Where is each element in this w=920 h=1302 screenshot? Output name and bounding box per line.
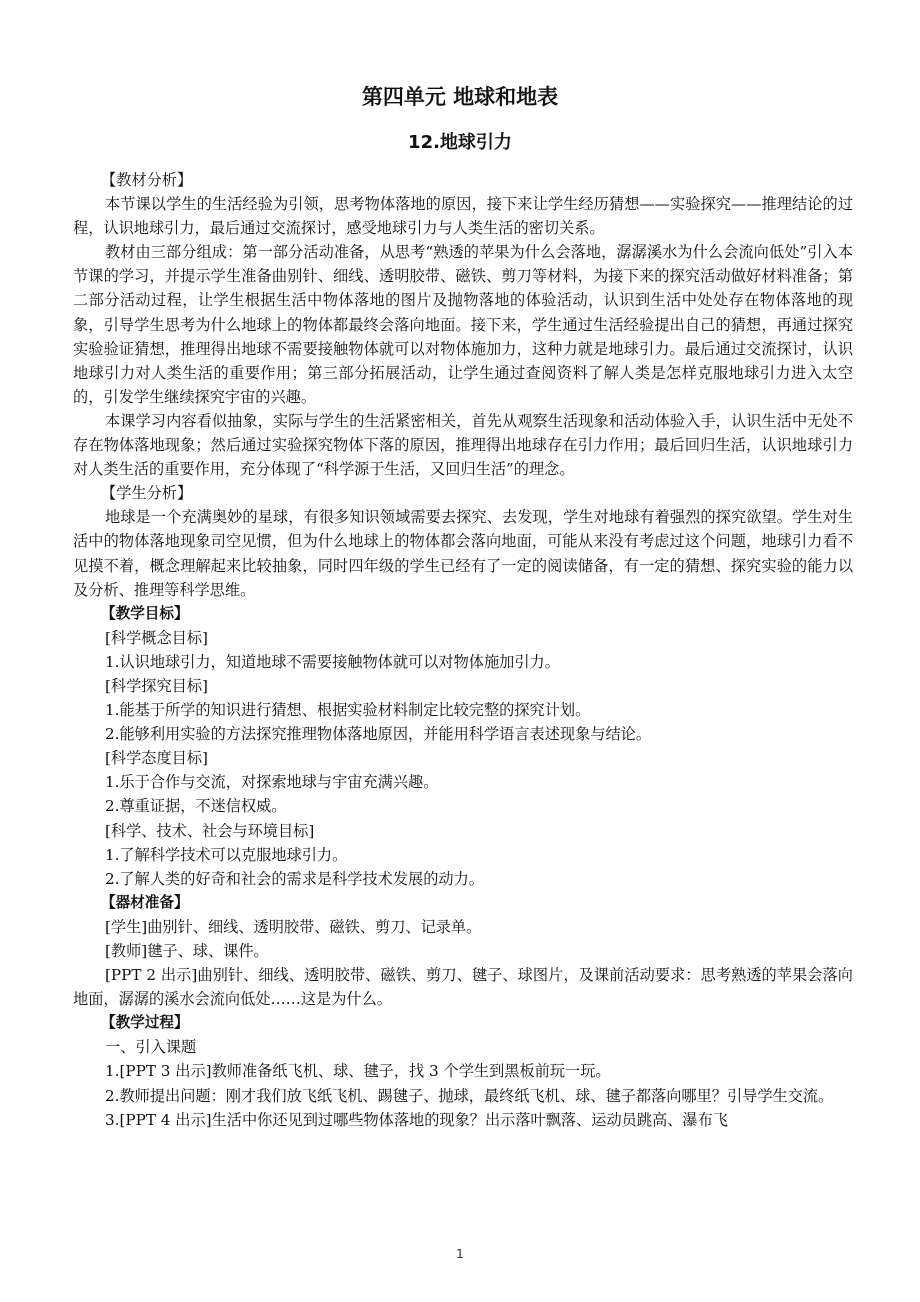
process-section-title: 一、引入课题	[105, 1038, 197, 1057]
goal-item: 1.能基于所学的知识进行猜想、根据实验材料制定比较完整的探究计划。	[105, 701, 591, 720]
goal-subheading: [科学概念目标]	[105, 628, 208, 647]
goal-item: 2.能够利用实验的方法探究推理物体落地原因，并能用科学语言表述现象与结论。	[105, 725, 652, 744]
textbook-analysis-paragraph: 本节课以学生的生活经验为引领，思考物体落地的原因，接下来让学生经历猜想——实验探究——推理结论的过程，认识地球引力，最后通过交流探讨，感受地球引力与人类生活的密切关系。	[73, 195, 853, 238]
goal-subheading: [科学探究目标]	[105, 676, 208, 695]
process-step: 2.教师提出问题：刚才我们放飞纸飞机、踢毽子、抛球，最终纸飞机、球、毽子都落向哪里？引导学生交流。	[105, 1086, 834, 1105]
goal-item: 1.认识地球引力，知道地球不需要接触物体就可以对物体施加引力。	[105, 652, 560, 671]
student-analysis-heading: 【学生分析】	[101, 484, 193, 503]
materials-ppt: [PPT 2 出示]曲别针、细线、透明胶带、磁铁、剪刀、毽子、球图片，及课前活动要求：思考熟透的苹果会落向地面，潺潺的溪水会流向低处……这是为什么。	[73, 966, 853, 1009]
goal-item: 2.了解人类的好奇和社会的需求是科学技术发展的动力。	[105, 869, 484, 888]
student-analysis-paragraph: 地球是一个充满奥妙的星球，有很多知识领域需要去探究、去发现，学生对地球有着强烈的探究欲望。学生对生活中的物体落地现象司空见惯，但为什么地球上的物体都会落向地面，可能从来没有考虑过这个问题，地球引力看不见摸不着，概念理解起来比较抽象，同时四年级的学生已经有了一定的阅读储备，有一定的猜想、探究实验的能力以及分析、推理等科学思维。	[73, 508, 853, 599]
lesson-title: 12.地球引力	[408, 132, 512, 153]
teaching-goals-heading: 【教学目标】	[101, 604, 189, 622]
goal-item: 2.尊重证据，不迷信权威。	[105, 797, 287, 816]
goal-item: 1.乐于合作与交流，对探索地球与宇宙充满兴趣。	[105, 773, 439, 792]
textbook-analysis-heading: 【教材分析】	[101, 171, 193, 189]
page-number: 1	[456, 1247, 464, 1261]
teaching-process-heading: 【教学过程】	[101, 1014, 189, 1032]
goal-subheading: [科学、技术、社会与环境目标]	[105, 821, 315, 840]
document-body	[73, 168, 853, 1132]
unit-title: 第四单元 地球和地表	[361, 85, 559, 109]
materials-heading: 【器材准备】	[101, 893, 189, 911]
goal-item: 1.了解科学技术可以克服地球引力。	[105, 845, 348, 864]
materials-students: [学生]曲别针、细线、透明胶带、磁铁、剪刀、记录单。	[105, 917, 482, 936]
process-step: 1.[PPT 3 出示]教师准备纸飞机、球、毽子，找 3 个学生到黑板前玩一玩。	[105, 1062, 611, 1081]
goal-subheading: [科学态度目标]	[105, 749, 208, 768]
textbook-analysis-paragraph: 教材由三部分组成：第一部分活动准备，从思考“熟透的苹果为什么会落地，潺潺溪水为什么会流向低处”引入本节课的学习，并提示学生准备曲别针、细线、透明胶带、磁铁、剪刀等材料，为接下来的探究活动做好材料准备；第二部分活动过程，让学生根据生活中物体落地的图片及抛物落地的体验活动，认识到生活中处处存在物体落地的现象，引导学生思考为什么地球上的物体都最终会落向地面。接下来，学生通过生活经验提出自己的猜想，再通过探究实验验证猜想，推理得出地球不需要接触物体就可以对物体施加力，这种力就是地球引力。最后通过交流探讨，认识地球引力对人类生活的重要作用；第三部分拓展活动，让学生通过查阅资料了解人类是怎样克服地球引力进入太空的，引发学生继续探究宇宙的兴趣。	[73, 243, 853, 406]
textbook-analysis-paragraph: 本课学习内容看似抽象，实际与学生的生活紧密相关，首先从观察生活现象和活动体验入手，认识生活中无处不存在物体落地现象；然后通过实验探究物体下落的原因，推理得出地球存在引力作用；最后回归生活，认识地球引力对人类生活的重要作用，充分体现了“科学源于生活，又回归生活”的理念。	[73, 411, 853, 479]
materials-teacher: [教师]毽子、球、课件。	[105, 942, 269, 960]
process-step: 3.[PPT 4 出示]生活中你还见到过哪些物体落地的现象？出示落叶飘落、运动员跳高、瀑布飞	[105, 1110, 728, 1129]
